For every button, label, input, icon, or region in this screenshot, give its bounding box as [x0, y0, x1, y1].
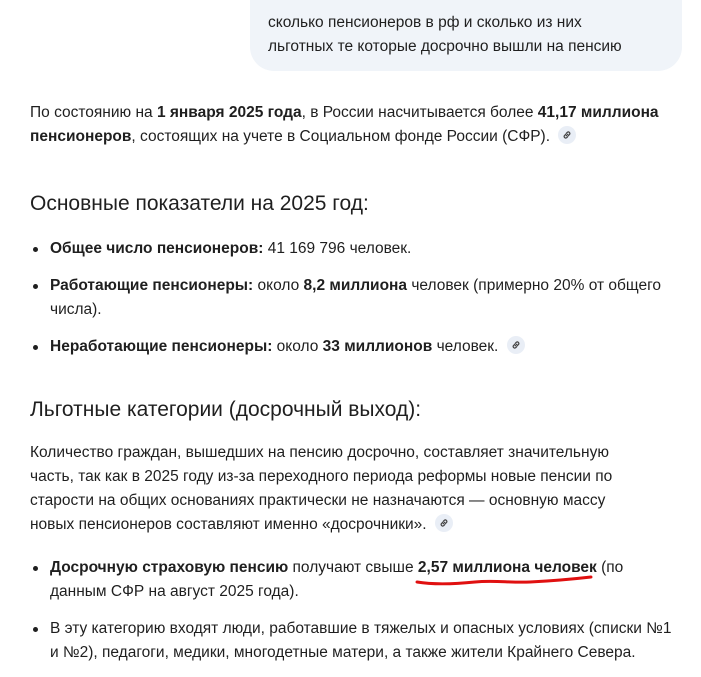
list-item — [30, 274, 675, 322]
user-message-line: льготных те которые досрочно вышли на пенсию — [268, 38, 622, 55]
list-item — [30, 617, 675, 665]
intro-total-pensioners: 41,17 миллиона пенсионеров — [30, 104, 659, 145]
item-value: 8,2 миллиона — [303, 277, 408, 294]
item-text: (по данным СФР на август 2025 года). — [50, 559, 624, 600]
paragraph-text: Количество граждан, вышедших на пенсию досрочно, составляет значительную часть, так как в 2025 году из-за переходного периода реформы новые пенсии по старости на общих основаниях практически не назначаются — основную массу новых пенсионеров составляют именно «досрочники». — [30, 444, 613, 533]
item-text: 41 169 796 человек. — [263, 240, 412, 257]
intro-text: , в России насчитывается более — [301, 104, 538, 121]
intro-text: По состоянию на — [30, 104, 157, 121]
link-icon — [511, 340, 521, 350]
early-retirement-list — [30, 556, 675, 665]
section-heading-indicators: Основные показатели на 2025 год: — [30, 192, 369, 215]
intro-date: 1 января 2025 года — [156, 104, 302, 121]
user-message-line: сколько пенсионеров в рф и сколько из них — [268, 14, 582, 31]
item-text: человек (примерно 20% от общего числа). — [50, 277, 662, 318]
source-link-button[interactable] — [558, 126, 576, 144]
highlighted-value — [418, 559, 597, 576]
item-value: 33 миллионов — [322, 338, 433, 355]
link-icon — [562, 130, 572, 140]
list-item — [30, 335, 675, 359]
item-label: Общее число пенсионеров: — [50, 240, 264, 257]
list-item — [30, 556, 675, 604]
list-item — [30, 237, 675, 261]
early-retirement-paragraph — [30, 441, 645, 537]
intro-text: , состоящих на учете в Социальном фонде России (СФР). — [131, 128, 551, 145]
item-text: около — [272, 338, 323, 355]
item-text: около — [253, 277, 304, 294]
assistant-response — [30, 101, 675, 665]
item-value: 2,57 миллиона человек — [417, 559, 597, 576]
intro-paragraph — [30, 101, 675, 149]
item-text: человек. — [432, 338, 499, 355]
source-link-button[interactable] — [507, 336, 525, 354]
user-message-bubble — [250, 0, 682, 71]
indicators-list — [30, 237, 675, 359]
link-icon — [439, 518, 449, 528]
source-link-button[interactable] — [435, 514, 453, 532]
item-label: Досрочную страховую пенсию — [50, 559, 289, 576]
item-label: Неработающие пенсионеры: — [50, 338, 273, 355]
section-heading-early-retirement: Льготные категории (досрочный выход): — [30, 398, 422, 421]
item-text: В эту категорию входят люди, работавшие в тяжелых и опасных условиях (списки №1 и №2), педагоги, медики, многодетные матери, а также жители Крайнего Севера. — [50, 620, 672, 661]
item-text: получают свыше — [288, 559, 418, 576]
item-label: Работающие пенсионеры: — [50, 277, 254, 294]
